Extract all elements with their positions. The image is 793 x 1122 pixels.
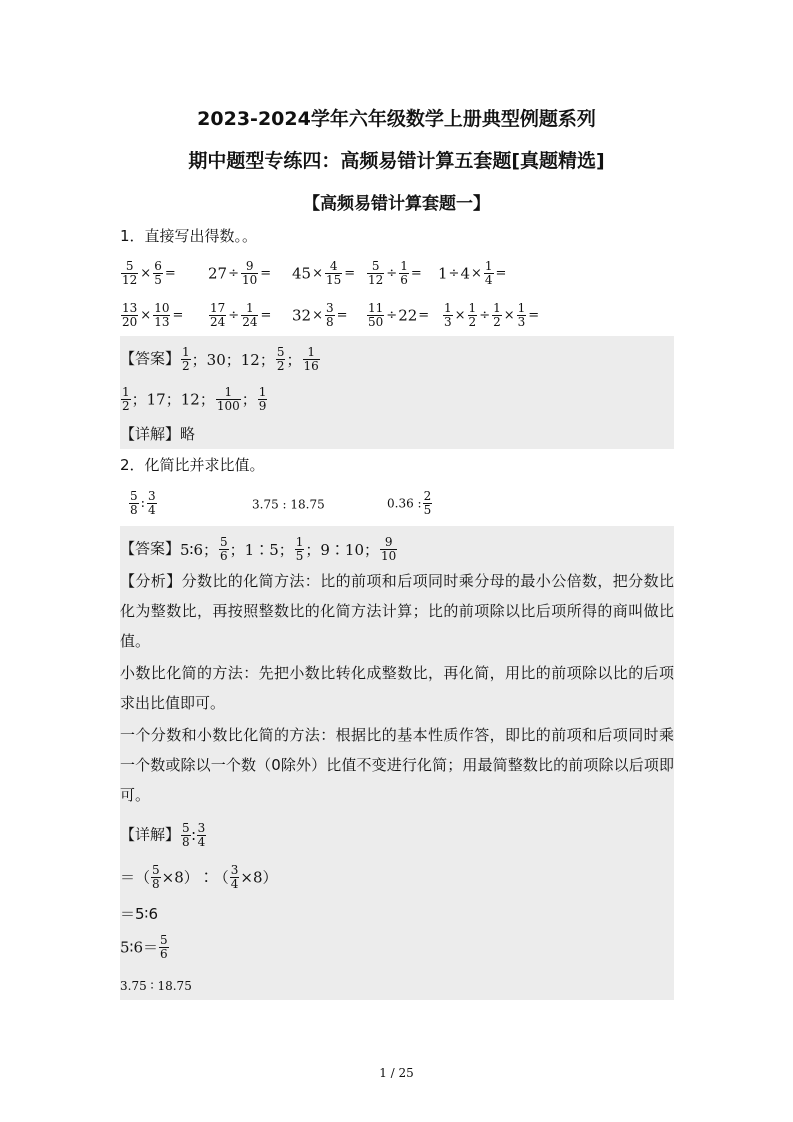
numerator: 5 [182,821,190,835]
operator: = [260,307,272,323]
q1-expr [442,302,540,329]
numerator: 5 [371,259,380,273]
denominator: 20 [122,315,138,329]
fraction [209,302,226,329]
operator: × [454,307,466,323]
numerator: 6 [154,259,162,273]
denominator: 8 [326,315,334,329]
operator: ÷ [386,265,398,281]
q2-expr [128,490,158,517]
page-number: 1 / 25 [379,1066,414,1080]
operator: ÷ [228,307,240,323]
numerator: 9 [245,259,254,273]
q2-detail-line1 [120,822,207,849]
math-text: 0.36 : [387,496,422,511]
q1-prompt: 1．直接写出得数。。 [120,227,258,245]
numerator: 3 [230,863,239,877]
numerator: 1 [400,259,408,273]
operator: × [312,307,323,323]
denominator: 6 [400,273,408,287]
numerator: 4 [329,259,338,273]
math-text: ；1∶5； [229,540,294,559]
numerator: 17 [210,301,226,315]
fraction [517,302,527,329]
math-text: 27 [208,264,228,283]
denominator: 4 [148,503,156,517]
fraction [423,490,433,517]
numerator: 5 [152,863,160,877]
q1-expr [208,302,272,329]
q2-detail-line2 [120,864,278,891]
numerator: 9 [384,535,393,549]
numerator: 1 [122,385,130,399]
q1-expr [366,302,430,329]
math-text: ；17；12； [131,390,215,409]
q2-detail-line4 [120,934,170,961]
denominator: 2 [182,359,190,373]
fraction [295,536,305,563]
numerator: 1 [468,301,477,315]
operator: × [140,307,152,323]
fraction [197,822,207,849]
answer-values [180,345,321,373]
numerator: 1 [258,385,267,399]
operator: ÷ [228,265,239,281]
numerator: 10 [154,301,170,315]
q1-expr [292,260,356,287]
numerator: 1 [295,535,304,549]
fraction [219,536,229,563]
denominator: 2 [468,315,477,329]
denominator: 3 [517,315,526,329]
fraction [380,536,397,563]
denominator: 10 [381,549,397,563]
numerator: 1 [246,301,254,315]
fraction [121,386,131,413]
numerator: 1 [493,301,501,315]
operator: : [140,495,146,511]
math-text: 45 [292,264,312,283]
fraction [151,864,161,891]
denominator: 3 [444,315,452,329]
fraction [325,260,342,287]
fraction [276,346,286,373]
analysis-label: 【分析】 [120,572,182,590]
operator: = [418,307,430,323]
q2-expr [252,494,325,515]
fraction [147,490,157,517]
fraction [367,302,384,329]
answer-label: 【答案】 [120,349,181,368]
denominator: 15 [326,273,342,287]
doc-title: 2023-2024学年六年级数学上册典型例题系列 [197,108,596,130]
math-text: ∶ [191,826,196,845]
fraction [325,302,335,329]
math-text: ×8） [240,868,278,887]
fraction [121,302,138,329]
math-text: ；30；12； [191,350,275,369]
fraction [367,260,384,287]
math-text: ×8）∶（ [161,868,229,887]
detail-math [180,821,207,849]
operator: ÷ [448,265,460,281]
fraction [468,302,478,329]
math-text: 3.75 : 18.75 [252,497,325,512]
denominator: 2 [276,359,285,373]
detail-label: 【详解】 [120,425,181,443]
denominator: 5 [154,273,162,287]
fraction [159,934,169,961]
detail-label: 【详解】 [120,825,181,844]
denominator: 12 [368,273,384,287]
numerator: 3 [197,821,206,835]
numerator: 1 [307,345,315,359]
fraction [121,260,138,287]
numerator: 5 [125,259,134,273]
denominator: 4 [230,877,239,891]
q1-answer-line2 [120,386,268,413]
q1-expr [366,260,423,287]
fraction [153,302,170,329]
fraction [303,346,320,373]
operator: = [495,265,507,281]
operator: = [410,265,422,281]
numerator: 5 [220,535,228,549]
denominator: 2 [493,315,501,329]
fraction [181,822,191,849]
numerator: 13 [122,301,138,315]
fraction [399,260,409,287]
operator: × [312,265,323,281]
operator: ÷ [479,307,491,323]
math-text: 1 [438,264,448,283]
denominator: 9 [258,399,267,413]
numerator: 5 [130,489,138,503]
denominator: 24 [242,315,258,329]
math-text: 5∶6； [180,540,219,559]
operator: × [140,265,152,281]
fraction [216,386,241,413]
q1-detail [120,424,195,444]
q1-expr [120,260,177,287]
operator: × [503,307,515,323]
fraction [258,386,268,413]
q2-analysis-p1 [120,566,674,656]
q1-expr [208,260,272,287]
math-text: 32 [292,306,312,325]
numerator: 1 [484,259,493,273]
q2-detail-line3: ＝5∶6 [120,905,158,923]
answer-label: 【答案】 [120,539,181,558]
denominator: 5 [423,503,432,517]
q1-expr [120,302,184,329]
numerator: 3 [148,489,156,503]
denominator: 50 [368,315,384,329]
section-title: 【高频易错计算套题一】 [303,194,490,214]
fraction [241,260,258,287]
math-text: 4 [460,264,470,283]
fraction [129,490,139,517]
numerator: 1 [517,301,526,315]
denominator: 6 [160,947,168,961]
denominator: 8 [130,503,138,517]
denominator: 6 [220,549,228,563]
operator: = [260,265,272,281]
q2-answer-line [120,536,398,563]
operator: = [172,307,184,323]
numerator: 5 [276,345,285,359]
denominator: 12 [122,273,138,287]
numerator: 2 [423,489,432,503]
q1-expr [292,302,349,329]
math-text: ；9∶10； [305,540,380,559]
numerator: 1 [444,301,452,315]
numerator: 5 [160,933,168,947]
math-text: 5∶6＝ [120,938,158,957]
math-text: ； [241,390,257,409]
denominator: 2 [122,399,130,413]
denominator: 24 [210,315,226,329]
q2-prompt: 2．化简比并求比值。 [120,456,265,474]
numerator: 3 [326,301,334,315]
denominator: 4 [197,835,206,849]
operator: = [528,307,540,323]
q1-expr [438,260,507,287]
numerator: 1 [224,385,233,399]
operator: × [471,265,482,281]
fraction [484,260,494,287]
analysis-text: 分数比的化简方法：比的前项和后项同时乘分母的最小公倍数，把分数比化为整数比，再按照整数比的化简方法计算；比的前项除以比后项所得的商叫做比值。 [120,572,674,650]
fraction [241,302,258,329]
denominator: 13 [154,315,170,329]
fraction [443,302,453,329]
q2-analysis-p2: 小数比化简的方法：先把小数比转化成整数比，再化简，用比的前项除以比的后项求出比值即可。 [120,664,674,712]
denominator: 16 [303,359,319,373]
detail-text: 略 [180,425,196,443]
operator: = [336,307,348,323]
numerator: 11 [368,301,384,315]
doc-subtitle: 期中题型专练四：高频易错计算五套题[真题精选] [188,150,605,172]
fraction [492,302,502,329]
operator: = [164,265,176,281]
denominator: 5 [295,549,304,563]
fraction [230,864,240,891]
q2-expr [387,490,433,517]
q1-answer-line1 [120,346,321,373]
math-text: ； [286,350,302,369]
q2-detail-line5: 3.75 ∶ 18.75 [120,979,192,993]
numerator: 1 [182,345,190,359]
denominator: 4 [484,273,493,287]
denominator: 8 [182,835,190,849]
denominator: 8 [152,877,160,891]
answer-values [180,535,398,563]
fraction [181,346,191,373]
denominator: 10 [242,273,258,287]
fraction [153,260,163,287]
math-text: ＝（ [120,868,151,887]
denominator: 100 [216,399,240,413]
operator: ÷ [386,307,398,323]
operator: = [344,265,356,281]
math-text: 22 [398,306,418,325]
q2-analysis-p3: 一个分数和小数比化简的方法：根据比的基本性质作答，即比的前项和后项同时乘一个数或除以一个数（0除外）比值不变进行化简；用最简整数比的前项除以后项即可。 [120,726,674,804]
